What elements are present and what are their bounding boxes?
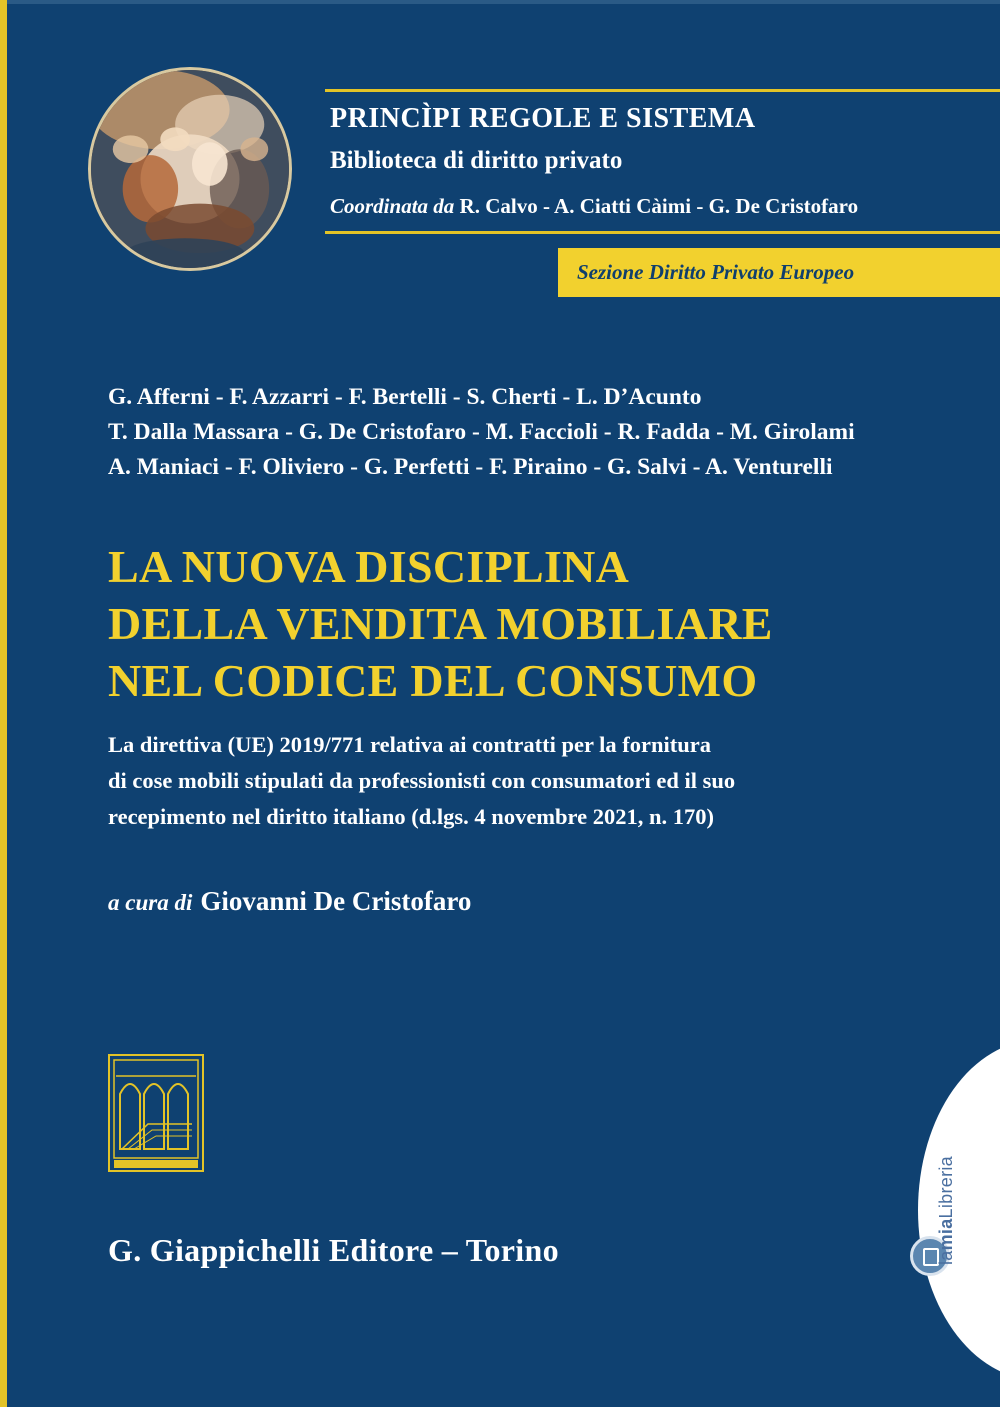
title-line: NEL CODICE DEL CONSUMO: [108, 655, 758, 706]
left-yellow-border: [0, 0, 7, 1407]
series-coordinators: [330, 194, 858, 219]
book-title: [108, 538, 773, 709]
series-top-rule: [325, 89, 1000, 92]
badge-suffix: Libreria: [936, 1156, 956, 1219]
title-line: DELLA VENDITA MOBILIARE: [108, 598, 773, 649]
book-subtitle: [108, 727, 735, 835]
curator-prefix: a cura di: [108, 890, 193, 915]
series-subtitle: Biblioteca di diritto privato: [330, 147, 623, 174]
coordinated-by-label: Coordinata da: [330, 194, 455, 218]
series-bottom-rule: [325, 231, 1000, 234]
badge-emph: mia: [936, 1218, 956, 1251]
lamialibreria-badge: [918, 1040, 1000, 1380]
badge-prefix: la: [936, 1250, 956, 1265]
subtitle-line: recepimento nel diritto italiano (d.lgs. 4 novembre 2021, n. 170): [108, 804, 715, 829]
top-border: [0, 0, 1000, 4]
subtitle-line: di cose mobili stipulati da professionisti con consumatori ed il suo: [108, 768, 736, 793]
coordinators-names: R. Calvo - A. Ciatti Càimi - G. De Cristofaro: [459, 194, 859, 218]
section-label: Sezione Diritto Privato Europeo: [558, 248, 1000, 297]
publisher-name: G. Giappichelli Editore – Torino: [108, 1232, 559, 1268]
authors-list: [108, 380, 855, 485]
authors-line: T. Dalla Massara - G. De Cristofaro - M. Faccioli - R. Fadda - M. Girolami: [108, 419, 855, 445]
lamialibreria-label: [936, 1156, 957, 1265]
title-line: LA NUOVA DISCIPLINA: [108, 541, 630, 592]
authors-line: A. Maniaci - F. Oliviero - G. Perfetti - F. Piraino - G. Salvi - A. Venturelli: [108, 454, 833, 480]
painting-medallion-image: [88, 67, 292, 271]
subtitle-line: La direttiva (UE) 2019/771 relativa ai contratti per la fornitura: [108, 732, 712, 757]
curator: [108, 886, 471, 917]
authors-line: G. Afferni - F. Azzarri - F. Bertelli - S. Cherti - L. D’Acunto: [108, 384, 702, 410]
publisher-logo: [108, 1054, 204, 1172]
series-title: PRINCÌPI REGOLE E SISTEMA: [330, 103, 756, 134]
curator-name: Giovanni De Cristofaro: [200, 886, 472, 916]
